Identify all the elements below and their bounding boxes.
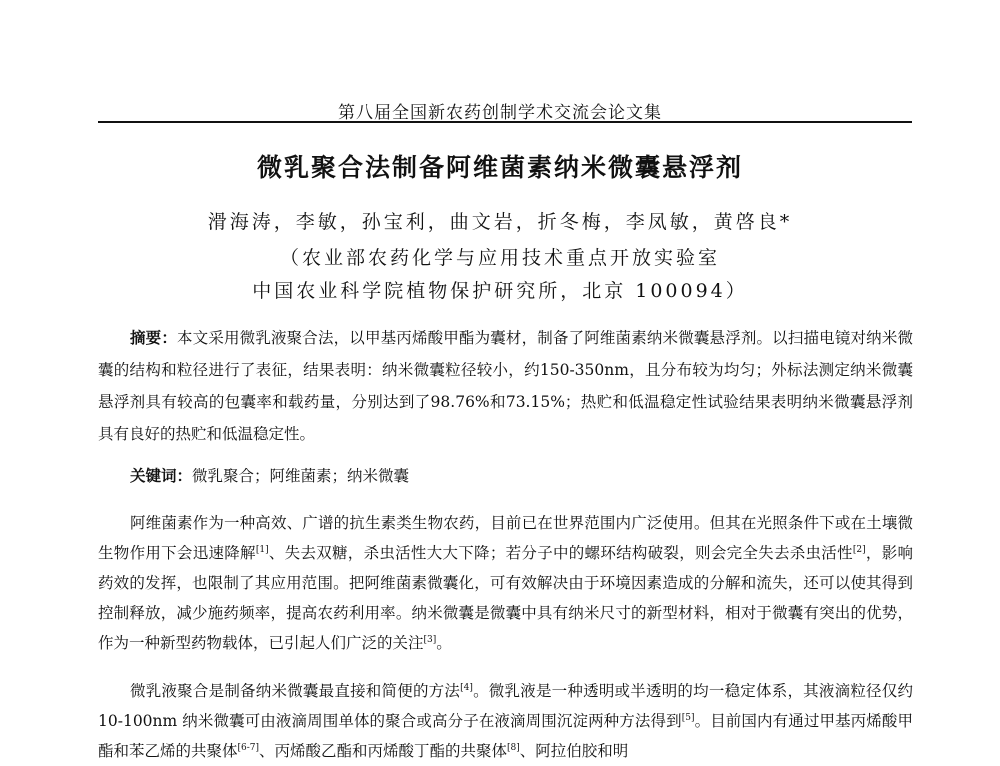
citation-1: [1] [255, 544, 269, 555]
citation-3: [3] [423, 634, 437, 645]
abstract [98, 322, 913, 450]
para1-text-2: 、失去双糖，杀虫活性大大下降；若分子中的螺环结构破裂，则会完全失去杀虫活性 [268, 544, 853, 562]
para2-text-1: 微乳液聚合是制备纳米微囊最直接和简便的方法 [130, 682, 461, 700]
running-header: 第八届全国新农药创制学术交流会论文集 [338, 103, 662, 123]
abstract-text: 本文采用微乳液聚合法，以甲基丙烯酸甲酯为囊材，制备了阿维菌素纳米微囊悬浮剂。以扫描电镜对纳米微囊的结构和粒径进行了表征，结果表明：纳米微囊粒径较小，约150-350nm，且分布较为均匀；外标法测定纳米微囊悬浮剂具有较高的包囊率和载药量，分别达到了98.76%和73.15%；热贮和低温稳定性试验结果表明纳米微囊悬浮剂具有良好的热贮和低温稳定性。 [98, 329, 913, 443]
para1-text-1: 阿维菌素作为一种高效、广谱的抗生素类生物农药，目前已在世界范围内广泛使用。但其在光照条件下或在土壤微生物作用下会迅速降解 [98, 514, 913, 562]
citation-8: [8] [507, 742, 520, 753]
body-paragraph-1 [98, 508, 913, 658]
author-list: 滑海涛，李敏，孙宝利，曲文岩，折冬梅，李凤敏，黄啓良* [207, 211, 793, 233]
affiliation-line-2: 中国农业科学院植物保护研究所，北京 100094） [252, 280, 748, 302]
para2-text-4: 、丙烯酸乙酯和丙烯酸丁酯的共聚体 [259, 742, 508, 760]
paper-title: 微乳聚合法制备阿维菌素纳米微囊悬浮剂 [256, 153, 743, 182]
keywords-label: 关键词： [130, 466, 193, 485]
keywords-text: 微乳聚合；阿维菌素；纳米微囊 [192, 467, 410, 485]
para2-text-5: 、阿拉伯胶和明 [519, 742, 629, 760]
affiliation-line-1: （农业部农药化学与应用技术重点开放实验室 [279, 247, 720, 269]
keywords [130, 462, 910, 490]
citation-5: [5] [681, 712, 695, 723]
header-rule [98, 121, 912, 123]
abstract-label: 摘要： [130, 328, 177, 347]
citation-4: [4] [460, 682, 473, 693]
citation-2: [2] [852, 544, 866, 555]
body-paragraph-2 [98, 676, 913, 766]
para2-text-2: 。微乳液是一种透明或半透明的均一稳定体系，其液滴粒径仅约10-100nm 纳米微囊可由液滴周围单体的聚合或高分子在液滴周围沉淀两种方法得到 [98, 682, 913, 730]
para1-text-4: 。 [436, 634, 452, 652]
para1-text-3: ，影响药效的发挥，也限制了其应用范围。把阿维菌素微囊化，可有效解决由于环境因素造成的分解和流失，还可以使其得到控制释放，减少施药频率，提高农药利用率。纳米微囊是微囊中具有纳米尺寸的新型材料，相对于微囊有突出的优势，作为一种新型药物载体，已引起人们广泛的关注 [98, 544, 913, 652]
para2-text-3: 。目前国内有通过甲基丙烯酸甲酯和苯乙烯的共聚体 [98, 712, 913, 760]
citation-6-7: [6-7] [237, 742, 260, 753]
